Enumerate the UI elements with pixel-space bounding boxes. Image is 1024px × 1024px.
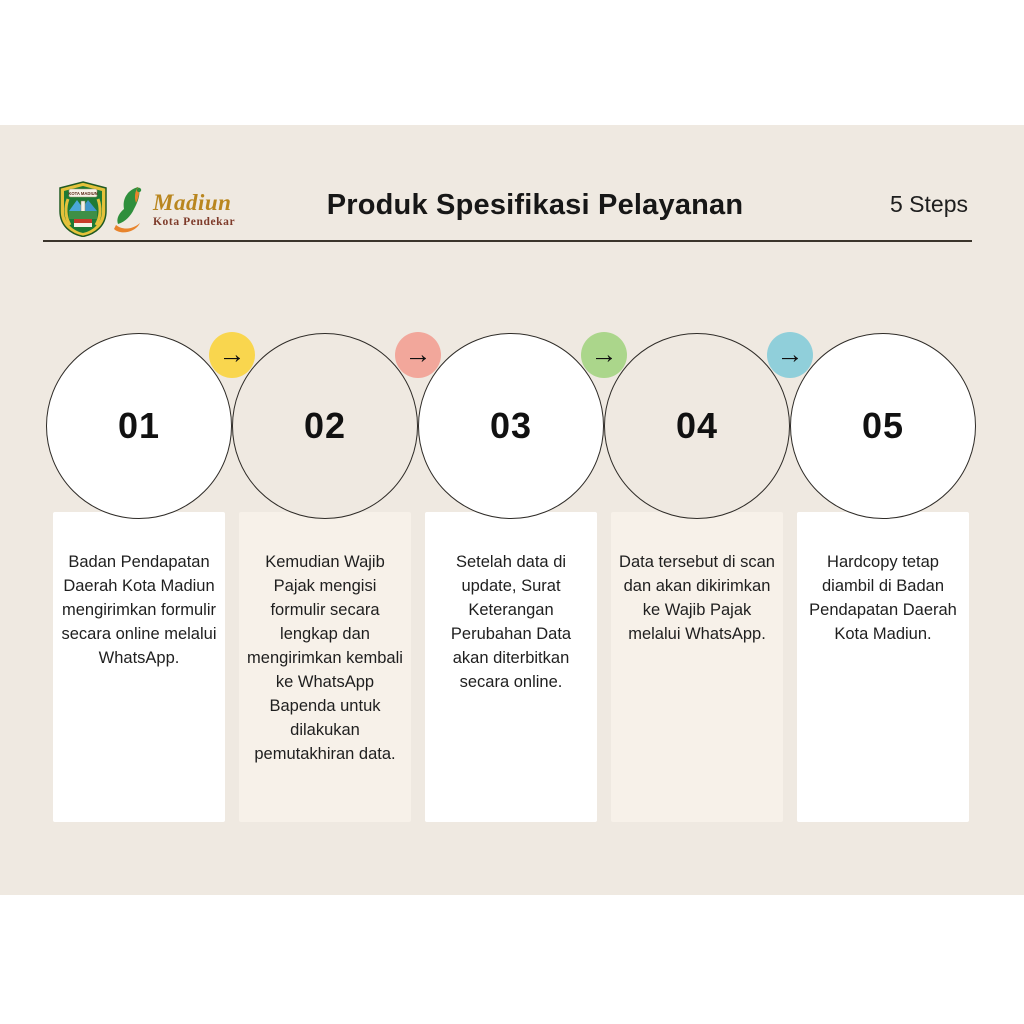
step-description: Setelah data di update, Surat Keterangan Perubahan Data akan diterbitkan secara online. [450, 553, 572, 691]
step-description: Data tersebut di scan dan akan dikirimkan ke Wajib Pajak melalui WhatsApp. [619, 553, 775, 643]
step-description: Badan Pendapatan Daerah Kota Madiun mengirimkan formulir secara online melalui WhatsApp. [61, 553, 217, 667]
content-panel [0, 125, 1024, 895]
step-number: 04 [675, 405, 719, 446]
step-number: 05 [861, 405, 905, 446]
arrow-right-icon: → [776, 338, 804, 369]
step-card [425, 512, 597, 822]
connector-badge-2 [395, 332, 441, 378]
step-circle [604, 333, 790, 519]
connector-badge-1 [209, 332, 255, 378]
header-divider [43, 240, 972, 242]
arrow-right-icon: → [404, 338, 432, 369]
step-card [611, 512, 783, 822]
step-number: 02 [303, 405, 347, 446]
steps-count-label: 5 Steps [890, 191, 968, 217]
step-circle [46, 333, 232, 519]
arrow-right-icon: → [590, 338, 618, 369]
connector-badge-3 [581, 332, 627, 378]
step-number: 03 [489, 405, 533, 446]
step-description: Hardcopy tetap diambil di Badan Pendapatan Daerah Kota Madiun. [809, 553, 957, 643]
logo-tagline-text: Kota Pendekar [153, 216, 236, 229]
page-title: Produk Spesifikasi Pelayanan [326, 189, 744, 221]
logo-name-text: Madiun [153, 190, 232, 216]
step-card [239, 512, 411, 822]
emblem-title-text: KOTA MADIUN [68, 191, 98, 196]
step-circle [790, 333, 976, 519]
arrow-right-icon: → [218, 338, 246, 369]
step-card [797, 512, 969, 822]
step-circle [418, 333, 604, 519]
step-number: 01 [117, 405, 161, 446]
connector-badge-4 [767, 332, 813, 378]
step-circle [232, 333, 418, 519]
step-card [53, 512, 225, 822]
step-description: Kemudian Wajib Pajak mengisi formulir secara lengkap dan mengirimkan kembali ke WhatsApp Bapenda untuk dilakukan pemutakhiran data. [247, 553, 403, 763]
